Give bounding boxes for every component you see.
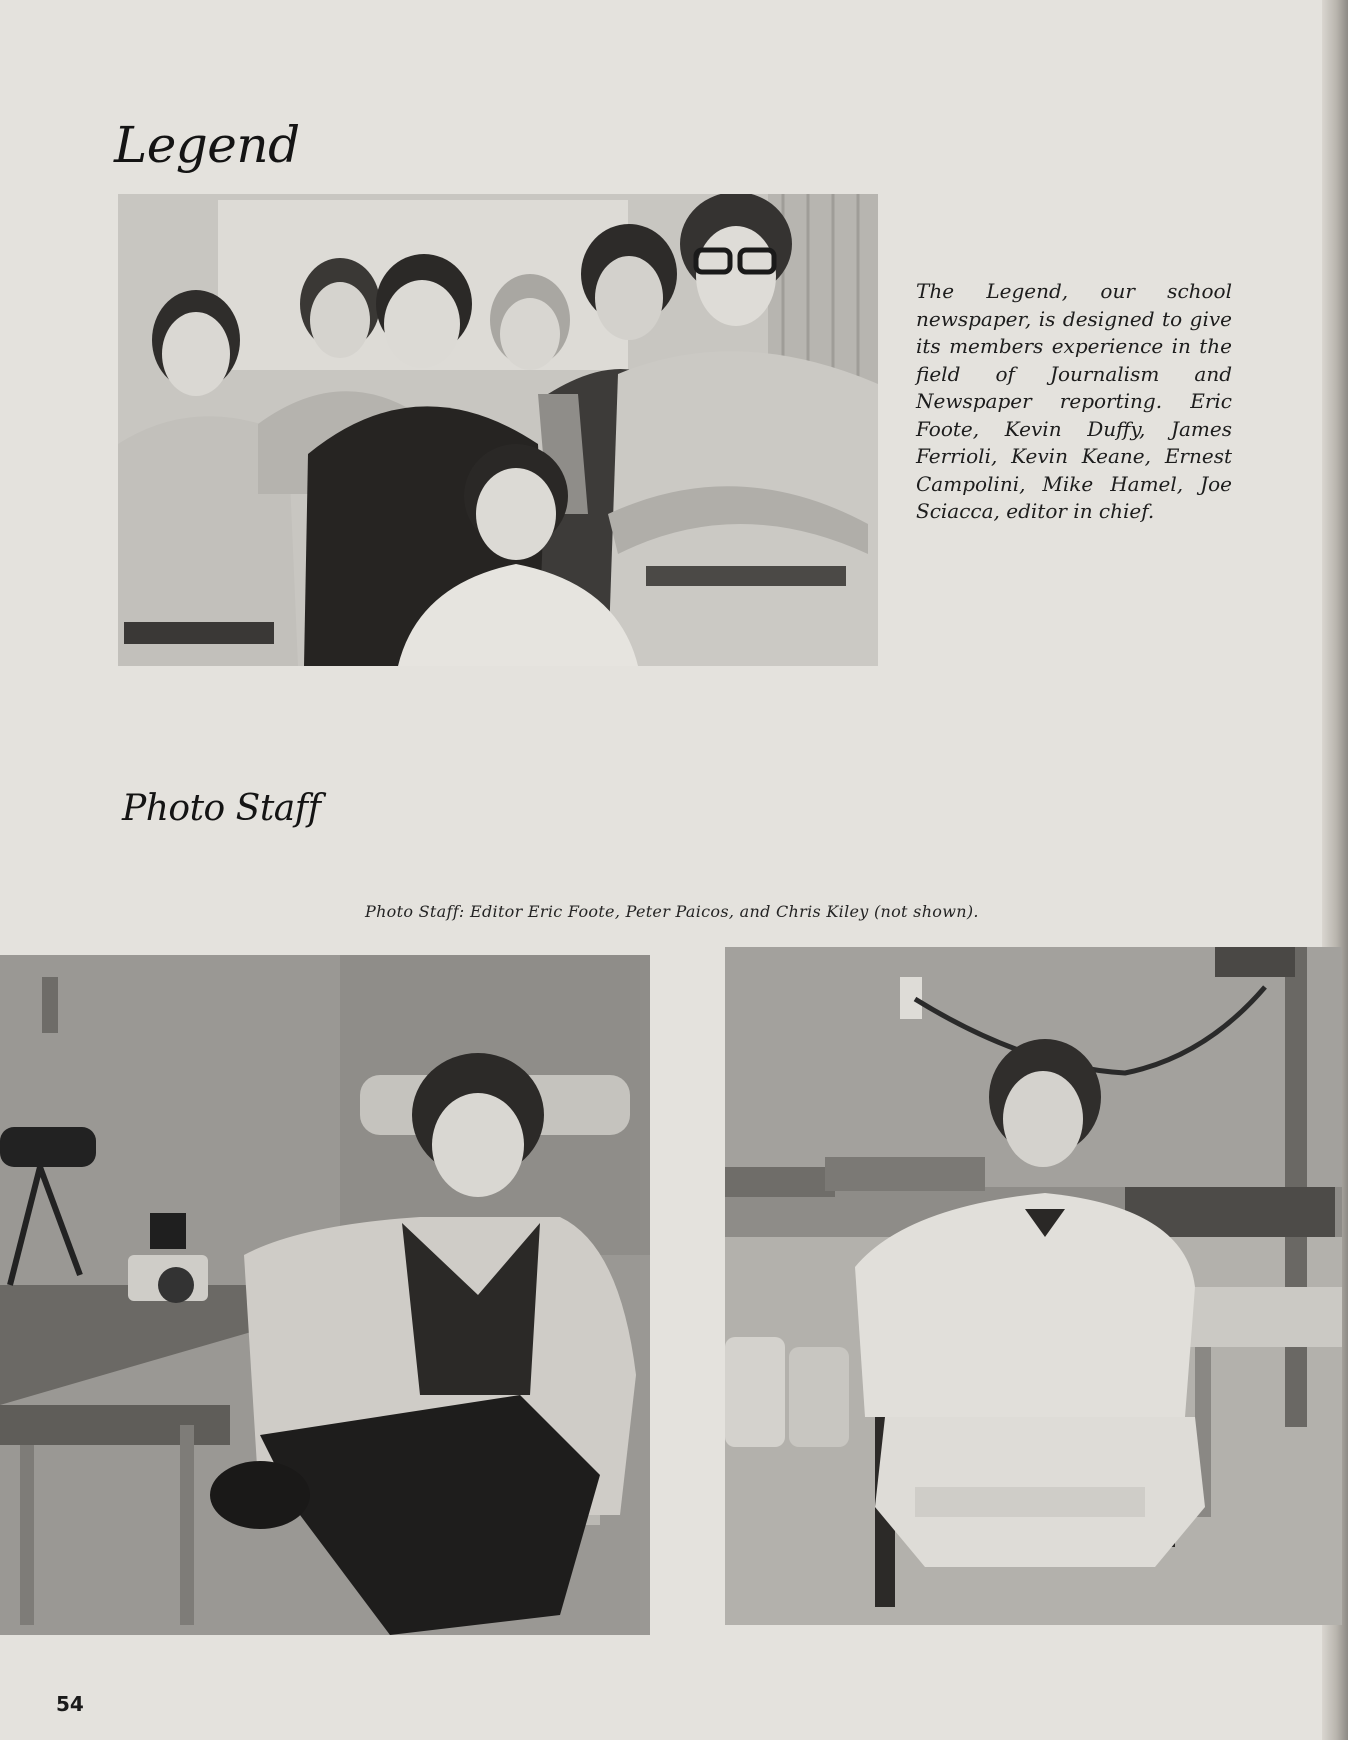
photo-staff-left-photo [0, 955, 650, 1635]
photo-staff-caption: Photo Staff: Editor Eric Foote, Peter Paicos, and Chris Kiley (not shown). [365, 902, 979, 921]
page-number: 54 [56, 1692, 84, 1716]
photo-staff-right-photo [725, 947, 1342, 1625]
legend-section-title: Legend [114, 116, 300, 174]
photo-staff-right-illustration [725, 947, 1342, 1625]
legend-description: The Legend, our school newspaper, is designed to give its members experience in the field of Journalism and Newspaper reporting. Eric Foote, Kevin Duffy, James Ferrioli, Kevin Keane, Ernest Campolini, Mike Hamel, Joe Sciacca, editor in chief. [916, 279, 1232, 523]
legend-group-photo-illustration [118, 194, 878, 666]
legend-group-photo [118, 194, 878, 666]
photo-staff-left-illustration [0, 955, 650, 1635]
photo-staff-section-title: Photo Staff [122, 788, 321, 829]
